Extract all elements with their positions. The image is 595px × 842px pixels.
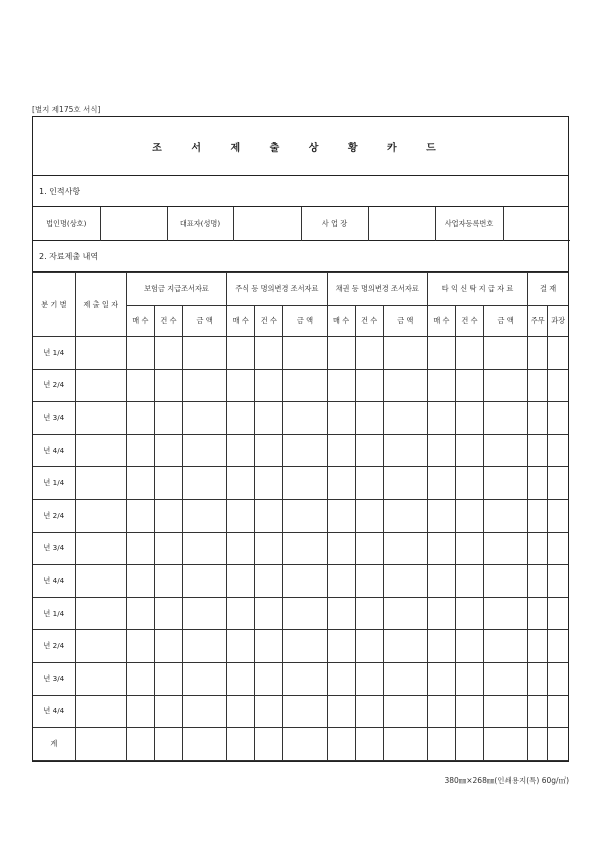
entry-cell[interactable] <box>548 467 568 500</box>
biz-no-label: 사업자등록번호 <box>435 207 503 241</box>
entry-cell[interactable] <box>548 337 568 370</box>
bond-group-header: 채권 등 명의변경 조서자료 <box>327 273 427 306</box>
entry-cell[interactable] <box>528 369 548 402</box>
entry-cell[interactable] <box>528 630 548 663</box>
entry-cell[interactable] <box>327 695 355 728</box>
entry-cell[interactable] <box>183 695 227 728</box>
sub-header-sheets: 매 수 <box>427 306 455 337</box>
entry-cell[interactable] <box>383 337 427 370</box>
entry-cell[interactable] <box>355 532 383 565</box>
workplace-label: 사 업 장 <box>301 207 368 241</box>
biz-no-field[interactable] <box>503 207 570 241</box>
entry-cell[interactable] <box>455 532 483 565</box>
approval-header: 결 재 <box>528 273 568 306</box>
entry-cell[interactable] <box>255 402 283 435</box>
quarter-label: 년 2/4 <box>33 499 75 532</box>
table-row <box>33 337 568 370</box>
entry-cell[interactable] <box>327 662 355 695</box>
entry-cell[interactable] <box>75 695 126 728</box>
submit-date-header: 제 출 일 자 <box>75 273 126 337</box>
entry-cell[interactable] <box>154 630 182 663</box>
entry-cell[interactable] <box>484 467 528 500</box>
sub-header-count: 건 수 <box>255 306 283 337</box>
entry-cell[interactable] <box>455 402 483 435</box>
entry-cell[interactable] <box>327 728 355 761</box>
entry-cell[interactable] <box>183 630 227 663</box>
entry-cell[interactable] <box>75 630 126 663</box>
entry-cell[interactable] <box>548 728 568 761</box>
entry-cell[interactable] <box>427 662 455 695</box>
form-title: 조 서 제 출 상 황 카 드 <box>33 117 568 176</box>
entry-cell[interactable] <box>528 434 548 467</box>
entry-cell[interactable] <box>283 402 327 435</box>
entry-cell[interactable] <box>455 695 483 728</box>
entry-cell[interactable] <box>255 532 283 565</box>
entry-cell[interactable] <box>427 597 455 630</box>
entry-cell[interactable] <box>548 369 568 402</box>
trust-group-header: 타 익 신 탁 지 급 자 료 <box>427 273 527 306</box>
representative-field[interactable] <box>233 207 301 241</box>
entry-cell[interactable] <box>355 369 383 402</box>
entry-cell[interactable] <box>355 597 383 630</box>
section-personal-info: 1. 인적사항 <box>33 176 568 207</box>
entry-cell[interactable] <box>154 434 182 467</box>
entry-cell[interactable] <box>455 630 483 663</box>
entry-cell[interactable] <box>227 695 255 728</box>
entry-cell[interactable] <box>548 662 568 695</box>
quarter-label: 년 4/4 <box>33 434 75 467</box>
entry-cell[interactable] <box>548 597 568 630</box>
entry-cell[interactable] <box>355 467 383 500</box>
entry-cell[interactable] <box>154 402 182 435</box>
quarter-label: 년 3/4 <box>33 662 75 695</box>
entry-cell[interactable] <box>455 467 483 500</box>
paper-spec-note: 380㎜×268㎜(인쇄용지(특) 60g/㎡) <box>444 776 569 785</box>
entry-cell[interactable] <box>126 630 154 663</box>
entry-cell[interactable] <box>327 597 355 630</box>
entry-cell[interactable] <box>484 565 528 598</box>
table-row <box>33 662 568 695</box>
entry-cell[interactable] <box>383 597 427 630</box>
entry-cell[interactable] <box>548 630 568 663</box>
table-row <box>33 565 568 598</box>
entry-cell[interactable] <box>327 369 355 402</box>
entry-cell[interactable] <box>183 499 227 532</box>
entry-cell[interactable] <box>255 369 283 402</box>
entry-cell[interactable] <box>283 630 327 663</box>
entry-cell[interactable] <box>283 369 327 402</box>
sub-header-amount: 금 액 <box>183 306 227 337</box>
sub-header-count: 건 수 <box>455 306 483 337</box>
entry-cell[interactable] <box>227 532 255 565</box>
entry-cell[interactable] <box>283 499 327 532</box>
entry-cell[interactable] <box>484 337 528 370</box>
entry-cell[interactable] <box>283 695 327 728</box>
entry-cell[interactable] <box>383 369 427 402</box>
entry-cell[interactable] <box>383 434 427 467</box>
entry-cell[interactable] <box>183 662 227 695</box>
entry-cell[interactable] <box>255 695 283 728</box>
table-row <box>33 499 568 532</box>
entry-cell[interactable] <box>75 434 126 467</box>
sub-header-sheets: 매 수 <box>126 306 154 337</box>
form-number-label: [별지 제175호 서식] <box>32 105 101 114</box>
entry-cell[interactable] <box>154 728 182 761</box>
entry-cell[interactable] <box>455 597 483 630</box>
entry-cell[interactable] <box>183 337 227 370</box>
entry-cell[interactable] <box>255 728 283 761</box>
entry-cell[interactable] <box>126 597 154 630</box>
entry-cell[interactable] <box>427 402 455 435</box>
table-row <box>33 434 568 467</box>
entry-cell[interactable] <box>427 630 455 663</box>
entry-cell[interactable] <box>528 662 548 695</box>
sub-header-sheets: 매 수 <box>227 306 255 337</box>
entry-cell[interactable] <box>183 402 227 435</box>
entry-cell[interactable] <box>283 565 327 598</box>
entry-cell[interactable] <box>126 499 154 532</box>
entry-cell[interactable] <box>427 695 455 728</box>
entry-cell[interactable] <box>154 369 182 402</box>
entry-cell[interactable] <box>383 402 427 435</box>
quarter-label: 년 4/4 <box>33 565 75 598</box>
entry-cell[interactable] <box>528 402 548 435</box>
entry-cell[interactable] <box>227 467 255 500</box>
entry-cell[interactable] <box>355 434 383 467</box>
quarter-label: 년 4/4 <box>33 695 75 728</box>
entry-cell[interactable] <box>548 695 568 728</box>
entry-cell[interactable] <box>255 337 283 370</box>
entry-cell[interactable] <box>126 467 154 500</box>
table-row <box>33 467 568 500</box>
entry-cell[interactable] <box>484 402 528 435</box>
entry-cell[interactable] <box>75 597 126 630</box>
entry-cell[interactable] <box>327 532 355 565</box>
entry-cell[interactable] <box>255 467 283 500</box>
entry-cell[interactable] <box>126 565 154 598</box>
entry-cell[interactable] <box>528 597 548 630</box>
entry-cell[interactable] <box>255 565 283 598</box>
entry-cell[interactable] <box>548 499 568 532</box>
entry-cell[interactable] <box>154 597 182 630</box>
entry-cell[interactable] <box>528 467 548 500</box>
entry-cell[interactable] <box>528 337 548 370</box>
entry-cell[interactable] <box>327 499 355 532</box>
entry-cell[interactable] <box>154 467 182 500</box>
entry-cell[interactable] <box>355 662 383 695</box>
entry-cell[interactable] <box>327 337 355 370</box>
entry-cell[interactable] <box>154 337 182 370</box>
entry-cell[interactable] <box>427 565 455 598</box>
entry-cell[interactable] <box>126 695 154 728</box>
entry-cell[interactable] <box>75 532 126 565</box>
entry-cell[interactable] <box>183 532 227 565</box>
stock-group-header: 주식 등 명의변경 조서자료 <box>227 273 327 306</box>
entry-cell[interactable] <box>126 402 154 435</box>
entry-cell[interactable] <box>227 597 255 630</box>
entry-cell[interactable] <box>227 434 255 467</box>
insurance-group-header: 보험금 지급조서자료 <box>126 273 226 306</box>
entry-cell[interactable] <box>484 597 528 630</box>
entry-cell[interactable] <box>484 728 528 761</box>
entry-cell[interactable] <box>327 467 355 500</box>
entry-cell[interactable] <box>484 532 528 565</box>
table-row <box>33 630 568 663</box>
entry-cell[interactable] <box>283 728 327 761</box>
entry-cell[interactable] <box>283 597 327 630</box>
entry-cell[interactable] <box>75 499 126 532</box>
quarter-label: 년 1/4 <box>33 597 75 630</box>
quarter-label: 년 1/4 <box>33 467 75 500</box>
corp-name-field[interactable] <box>100 207 167 241</box>
entry-cell[interactable] <box>427 499 455 532</box>
representative-label: 대표자(성명) <box>167 207 233 241</box>
entry-cell[interactable] <box>183 728 227 761</box>
entry-cell[interactable] <box>355 565 383 598</box>
entry-cell[interactable] <box>355 499 383 532</box>
entry-cell[interactable] <box>383 662 427 695</box>
entry-cell[interactable] <box>283 434 327 467</box>
entry-cell[interactable] <box>255 630 283 663</box>
table-row <box>33 728 568 761</box>
sub-header-count: 건 수 <box>355 306 383 337</box>
entry-cell[interactable] <box>548 565 568 598</box>
entry-cell[interactable] <box>183 565 227 598</box>
entry-cell[interactable] <box>455 728 483 761</box>
entry-cell[interactable] <box>484 630 528 663</box>
entry-cell[interactable] <box>528 532 548 565</box>
entry-cell[interactable] <box>227 565 255 598</box>
entry-cell[interactable] <box>75 728 126 761</box>
entry-cell[interactable] <box>484 662 528 695</box>
entry-cell[interactable] <box>154 532 182 565</box>
sub-header-amount: 금 액 <box>283 306 327 337</box>
entry-cell[interactable] <box>528 695 548 728</box>
table-row <box>33 532 568 565</box>
quarter-label: 년 3/4 <box>33 532 75 565</box>
submission-table <box>33 272 568 761</box>
entry-cell[interactable] <box>255 499 283 532</box>
entry-cell[interactable] <box>455 662 483 695</box>
entry-cell[interactable] <box>183 369 227 402</box>
entry-cell[interactable] <box>183 597 227 630</box>
entry-cell[interactable] <box>455 369 483 402</box>
entry-cell[interactable] <box>227 369 255 402</box>
entry-cell[interactable] <box>126 728 154 761</box>
entry-cell[interactable] <box>528 728 548 761</box>
entry-cell[interactable] <box>126 337 154 370</box>
entry-cell[interactable] <box>484 434 528 467</box>
entry-cell[interactable] <box>227 630 255 663</box>
entry-cell[interactable] <box>126 434 154 467</box>
quarter-label: 년 3/4 <box>33 402 75 435</box>
entry-cell[interactable] <box>455 565 483 598</box>
entry-cell[interactable] <box>548 402 568 435</box>
entry-cell[interactable] <box>383 532 427 565</box>
entry-cell[interactable] <box>75 369 126 402</box>
table-row <box>33 597 568 630</box>
period-header: 분 기 별 <box>33 273 75 337</box>
entry-cell[interactable] <box>327 434 355 467</box>
quarter-label: 년 2/4 <box>33 630 75 663</box>
entry-cell[interactable] <box>75 662 126 695</box>
entry-cell[interactable] <box>227 662 255 695</box>
entry-cell[interactable] <box>75 565 126 598</box>
entry-cell[interactable] <box>427 369 455 402</box>
entry-cell[interactable] <box>528 499 548 532</box>
table-row <box>33 695 568 728</box>
entry-cell[interactable] <box>126 369 154 402</box>
workplace-field[interactable] <box>368 207 435 241</box>
entry-cell[interactable] <box>255 434 283 467</box>
entry-cell[interactable] <box>355 337 383 370</box>
form-frame <box>32 116 569 762</box>
entry-cell[interactable] <box>75 402 126 435</box>
entry-cell[interactable] <box>283 662 327 695</box>
entry-cell[interactable] <box>75 467 126 500</box>
entry-cell[interactable] <box>355 630 383 663</box>
sub-header-amount: 금 액 <box>383 306 427 337</box>
entry-cell[interactable] <box>126 662 154 695</box>
entry-cell[interactable] <box>528 565 548 598</box>
entry-cell[interactable] <box>455 434 483 467</box>
entry-cell[interactable] <box>183 434 227 467</box>
entry-cell[interactable] <box>154 695 182 728</box>
entry-cell[interactable] <box>255 662 283 695</box>
entry-cell[interactable] <box>227 728 255 761</box>
entry-cell[interactable] <box>283 532 327 565</box>
quarter-label: 계 <box>33 728 75 761</box>
table-row <box>33 369 568 402</box>
entry-cell[interactable] <box>355 402 383 435</box>
entry-cell[interactable] <box>383 467 427 500</box>
entry-cell[interactable] <box>154 565 182 598</box>
sub-header-amount: 금 액 <box>484 306 528 337</box>
entry-cell[interactable] <box>383 630 427 663</box>
sub-header-count: 건 수 <box>154 306 182 337</box>
entry-cell[interactable] <box>427 337 455 370</box>
entry-cell[interactable] <box>383 695 427 728</box>
entry-cell[interactable] <box>154 499 182 532</box>
entry-cell[interactable] <box>427 728 455 761</box>
entry-cell[interactable] <box>327 402 355 435</box>
entry-cell[interactable] <box>283 467 327 500</box>
entry-cell[interactable] <box>327 630 355 663</box>
sub-header-sheets: 매 수 <box>327 306 355 337</box>
quarter-label: 년 1/4 <box>33 337 75 370</box>
entry-cell[interactable] <box>427 434 455 467</box>
corp-name-label: 법인명(상호) <box>33 207 100 241</box>
entry-cell[interactable] <box>75 337 126 370</box>
entry-cell[interactable] <box>427 467 455 500</box>
entry-cell[interactable] <box>283 337 327 370</box>
entry-cell[interactable] <box>548 434 568 467</box>
entry-cell[interactable] <box>383 728 427 761</box>
entry-cell[interactable] <box>227 499 255 532</box>
approval-manager-header: 과장 <box>548 306 568 337</box>
entry-cell[interactable] <box>383 565 427 598</box>
entry-cell[interactable] <box>427 532 455 565</box>
entry-cell[interactable] <box>355 695 383 728</box>
entry-cell[interactable] <box>227 337 255 370</box>
entry-cell[interactable] <box>455 337 483 370</box>
entry-cell[interactable] <box>548 532 568 565</box>
personal-info-table <box>33 207 570 241</box>
entry-cell[interactable] <box>455 499 483 532</box>
entry-cell[interactable] <box>227 402 255 435</box>
table-row <box>33 402 568 435</box>
entry-cell[interactable] <box>183 467 227 500</box>
entry-cell[interactable] <box>484 499 528 532</box>
entry-cell[interactable] <box>383 499 427 532</box>
entry-cell[interactable] <box>355 728 383 761</box>
approval-officer-header: 주무 <box>528 306 548 337</box>
section-submission-history: 2. 자료제출 내역 <box>33 241 568 272</box>
entry-cell[interactable] <box>327 565 355 598</box>
entry-cell[interactable] <box>154 662 182 695</box>
entry-cell[interactable] <box>484 369 528 402</box>
entry-cell[interactable] <box>255 597 283 630</box>
entry-cell[interactable] <box>126 532 154 565</box>
quarter-label: 년 2/4 <box>33 369 75 402</box>
entry-cell[interactable] <box>484 695 528 728</box>
